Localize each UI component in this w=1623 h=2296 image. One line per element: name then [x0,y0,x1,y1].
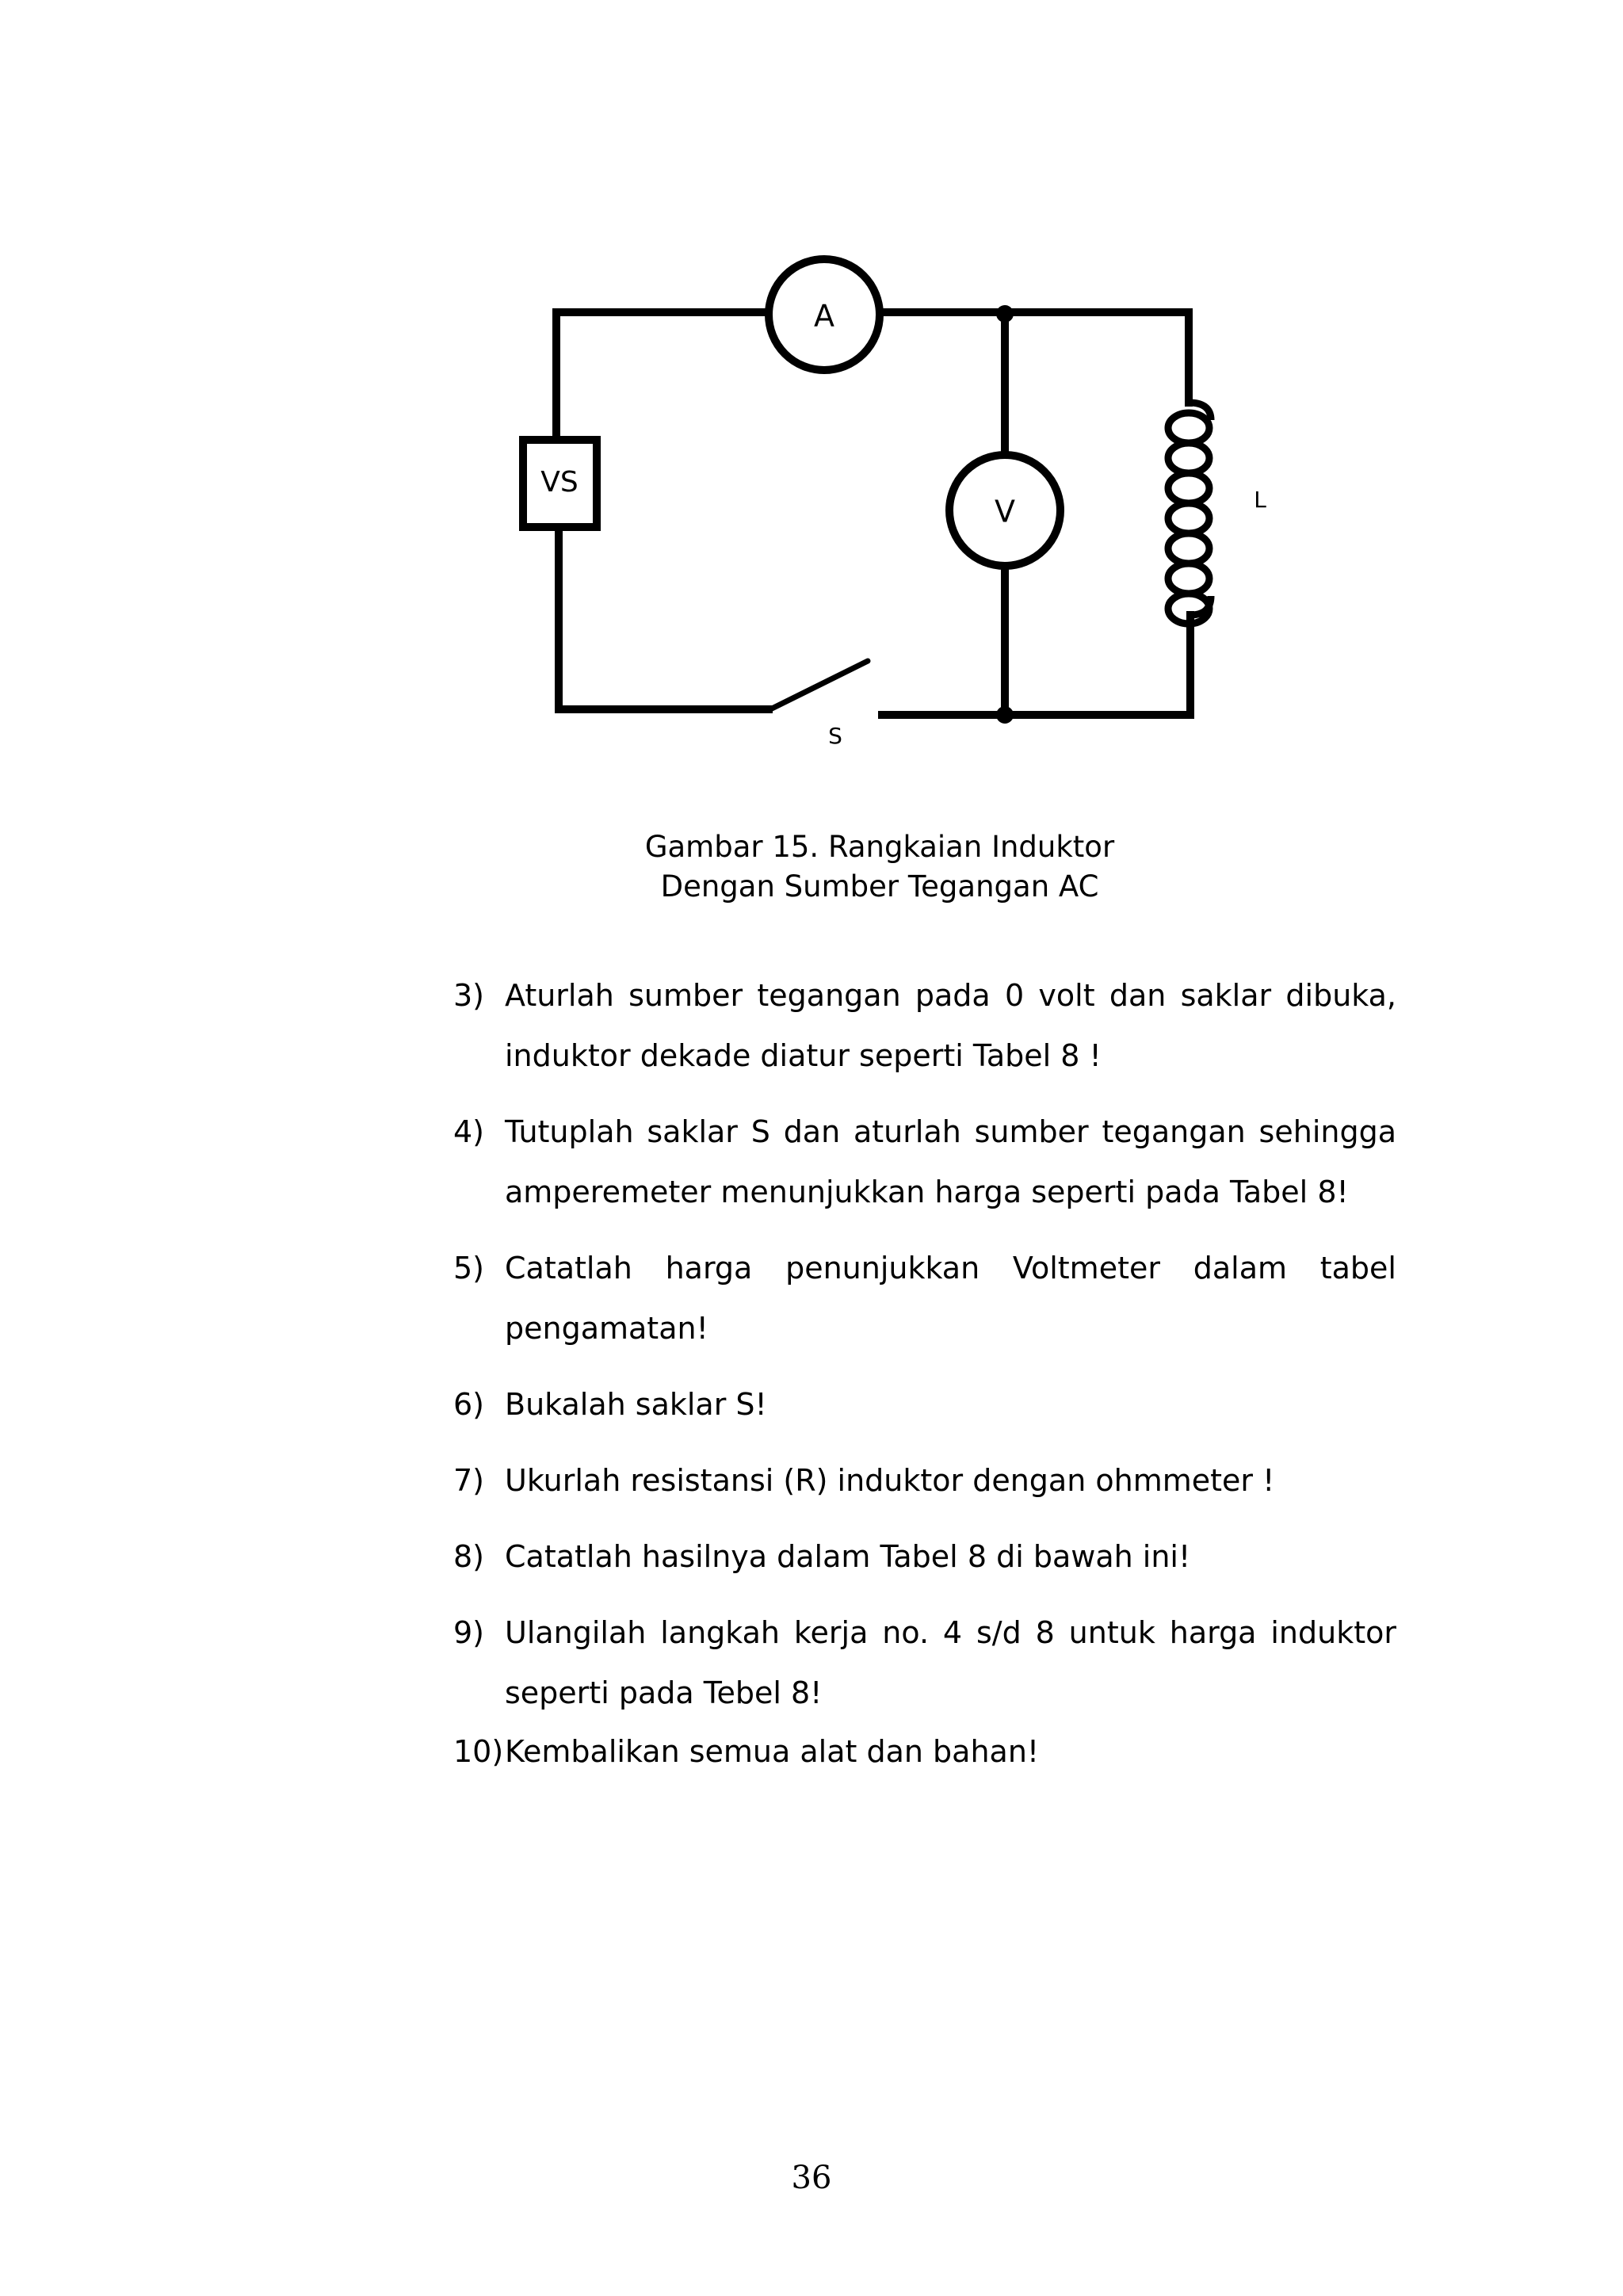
step-item [453,1721,1396,1782]
figure-caption-line-2: Dengan Sumber Tegangan AC [660,869,1099,904]
source-label: VS [540,466,579,499]
step-number: 9) [453,1615,485,1650]
ammeter-label: A [814,298,834,334]
coil-loop [1168,473,1209,503]
step-text: Bukalah saklar S! [505,1387,767,1422]
step-item [453,1238,1396,1358]
inductor-coil [1168,403,1211,624]
step-number: 7) [453,1463,485,1498]
step-text: Aturlah sumber tegangan pada 0 volt dan saklar dibuka, induktor dekade diatur seperti Tabel 8 ! [505,978,1396,1073]
coil-loop [1168,443,1209,473]
step-number: 3) [453,978,485,1013]
procedure-steps [453,965,1396,1797]
coil-loop [1168,563,1209,594]
coil-loop [1168,503,1209,533]
step-number: 6) [453,1387,485,1422]
step-item [453,1526,1396,1587]
step-text: Tutuplah saklar S dan aturlah sumber tegangan sehingga amperemeter menunjukkan harga seperti pada Tabel 8! [505,1114,1396,1209]
step-text: Kembalikan semua alat dan bahan! [505,1734,1040,1769]
step-number: 5) [453,1251,485,1286]
switch-blade [769,661,868,710]
step-item [453,1603,1396,1723]
junction-dot-bottom [996,706,1014,724]
step-text: Ukurlah resistansi (R) induktor dengan ohmmeter ! [505,1463,1275,1498]
step-item [453,1450,1396,1511]
step-item [453,965,1396,1086]
page-number: 36 [791,2160,832,2196]
voltmeter-label: V [995,494,1015,529]
step-number: 10) [453,1734,504,1769]
step-item [453,1102,1396,1222]
step-item [453,1374,1396,1435]
step-number: 4) [453,1114,485,1149]
step-text: Catatlah hasilnya dalam Tabel 8 di bawah ini! [505,1539,1191,1574]
circuit-diagram [0,0,1623,793]
coil-loop [1168,413,1209,443]
step-text: Ulangilah langkah kerja no. 4 s/d 8 untuk harga induktor seperti pada Tebel 8! [505,1615,1396,1710]
switch-label: S [828,723,842,749]
inductor-label: L [1254,487,1266,513]
junction-dot-top [996,305,1014,323]
figure-caption-line-1: Gambar 15. Rangkaian Induktor [644,830,1115,864]
step-number: 8) [453,1539,485,1574]
step-text: Catatlah harga penunjukkan Voltmeter dalam tabel pengamatan! [505,1251,1396,1346]
coil-loop [1168,533,1209,563]
